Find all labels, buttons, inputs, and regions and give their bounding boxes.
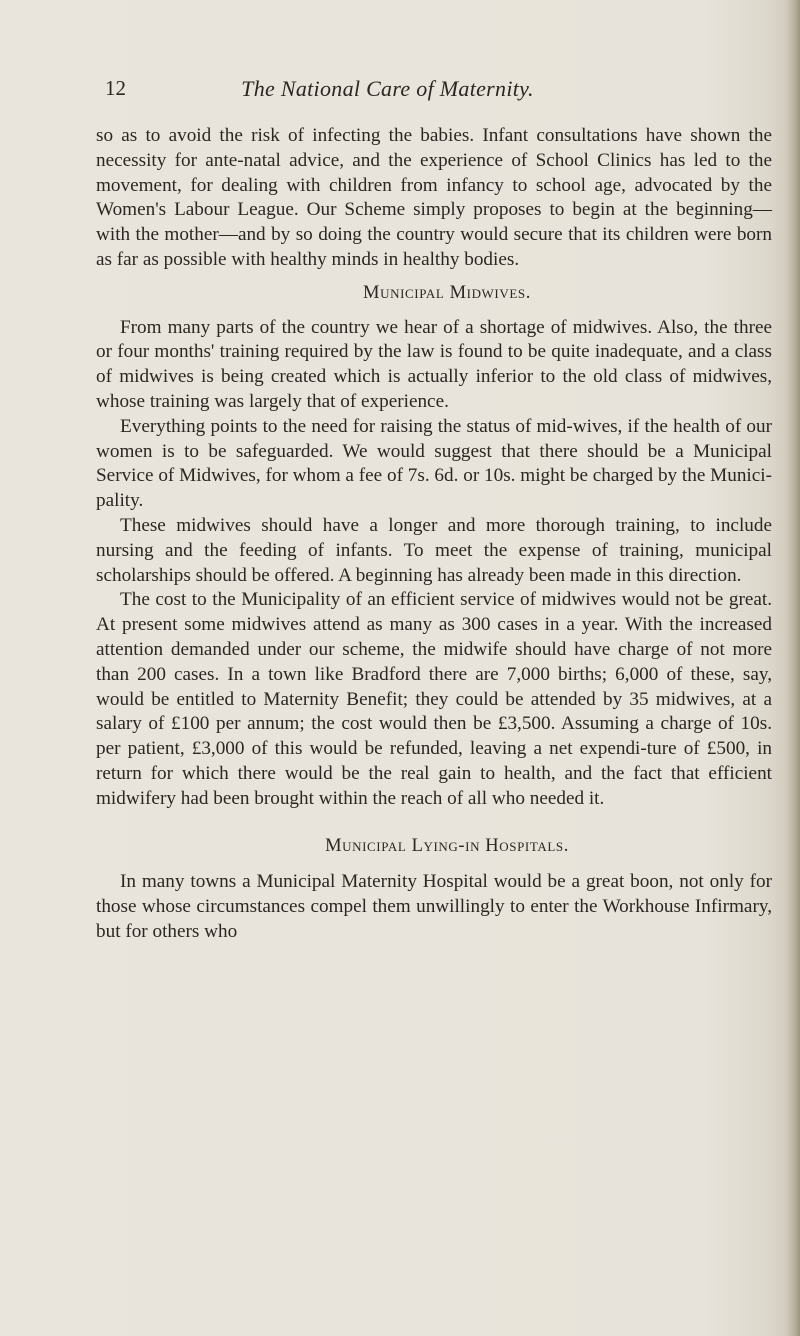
- paragraph-shortage-of-midwives: From many parts of the country we hear of a shortage of midwives. Also, the three or four months' training required by the law is found to be quite inadequate, and a class of midwives is being created which is actually inferior to the old class of midwives, whose training was largely that of experience.: [96, 316, 772, 412]
- paragraph-raising-status: Everything points to the need for raising the status of mid-wives, if the health of our women is to be safeguarded. We would suggest that there should be a Municipal Service of Midwives, for whom a fee of 7s. 6d. or 10s. might be charged by the Munici-pality.: [96, 415, 772, 512]
- running-title: The National Care of Maternity.: [241, 76, 534, 101]
- page-header: [0, 76, 800, 108]
- page-number: 12: [105, 76, 126, 100]
- paragraph-cost: The cost to the Municipality of an efficient service of midwives would not be great. At present some midwives attend as many as 300 cases in a year. With the increased attention demanded under our scheme, the midwife should have charge of not more than 200 cases. In a town like Bradford there are 7,000 births; 6,000 of these, say, would be entitled to Maternity Benefit; they could be attended by 35 midwives, at a salary of £100 per annum; the cost would then be £3,500. Assuming a charge of 10s. per patient, £3,000 of this would be refunded, leaving a net expendi-ture of £500, in return for which there would be the real gain to health, and the fact that efficient midwifery had been brought within the reach of all who needed it.: [96, 589, 772, 809]
- heading-municipal-midwives: Municipal Midwives.: [363, 282, 531, 303]
- heading-municipal-lying-in-hospitals: Municipal Lying-in Hospitals.: [325, 835, 569, 856]
- paragraph-training: These midwives should have a longer and more thorough training, to include nursing and the feeding of infants. To meet the expense of training, municipal scholarships should be offered. A beginning has already been made in this direction.: [96, 514, 772, 586]
- page-edge-shadow: [786, 0, 800, 1336]
- paragraph-maternity-hospital: In many towns a Municipal Maternity Hospital would be a great boon, not only for those whose circumstances compel them unwillingly to enter the Workhouse Infirmary, but for others who: [96, 871, 772, 942]
- paragraph-infant-consultations: so as to avoid the risk of infecting the babies. Infant consultations have shown the necessity for ante-natal advice, and the experience of School Clinics has led to the movement, for dealing with children from infancy to school age, advocated by the Women's Labour League. Our Scheme simply proposes to begin at the beginning— with the mother—and by so doing the country would secure that its children were born as far as possible with healthy minds in healthy bodies.: [96, 125, 772, 270]
- body-text: [96, 124, 772, 945]
